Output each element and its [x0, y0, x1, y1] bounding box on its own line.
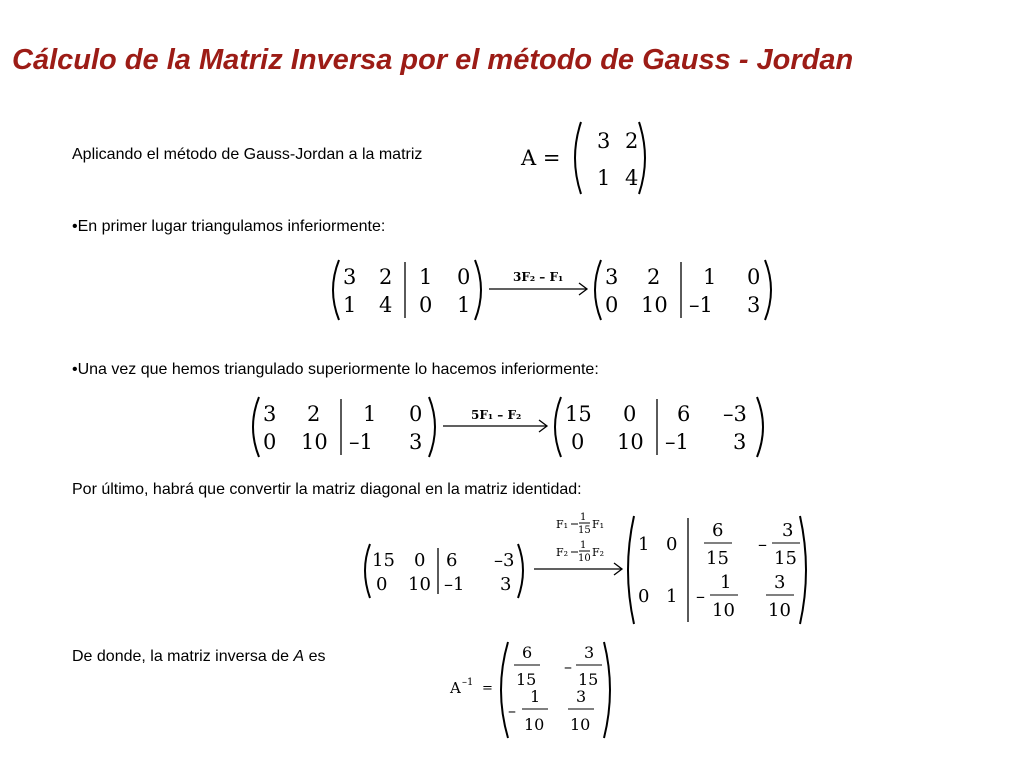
cell: –1 [689, 293, 713, 317]
bracket [595, 260, 601, 320]
cell: –3 [723, 402, 747, 426]
cell: 6 [677, 402, 691, 426]
result-text-after: es [304, 648, 326, 665]
frac-num: 3 [774, 572, 786, 593]
op1-num: 1 [580, 512, 587, 523]
row-operation: 5F₁ – F₂ [471, 408, 522, 422]
minus-sign: – [696, 586, 705, 607]
frac-num: 1 [530, 687, 541, 706]
cell: 10 [408, 574, 431, 595]
bracket [757, 397, 763, 457]
frac-num: 6 [522, 643, 533, 662]
bracket [765, 260, 771, 320]
step1-text: •En primer lugar triangulamos inferiormente: [72, 218, 386, 235]
cell: 10 [617, 430, 644, 454]
frac-num: 3 [782, 520, 794, 541]
op2-den: 10 [578, 553, 591, 564]
cell: 15 [565, 402, 592, 426]
matrix-a-left-bracket [575, 122, 581, 194]
op1-lhs: F₁ [556, 518, 569, 531]
cell: 0 [419, 293, 433, 317]
cell: 3 [409, 430, 423, 454]
cell: 0 [666, 534, 678, 555]
cell: 15 [372, 550, 395, 571]
bracket [429, 397, 435, 457]
cell: 2 [379, 265, 393, 289]
slide-title: Cálculo de la Matriz Inversa por el método de Gauss - Jordan [12, 44, 854, 76]
bracket [365, 544, 370, 598]
minus-sign: – [508, 701, 516, 720]
frac-num: 3 [584, 643, 595, 662]
cell: 0 [457, 265, 471, 289]
cell: 2 [647, 265, 661, 289]
matrix-a-cell: 3 [597, 129, 611, 153]
frac-den: 15 [706, 548, 729, 569]
cell: 0 [605, 293, 619, 317]
bracket [253, 397, 259, 457]
result-text [72, 648, 325, 666]
bracket [800, 516, 806, 624]
cell: 3 [343, 265, 357, 289]
frac-num: 3 [576, 687, 587, 706]
cell: 3 [605, 265, 619, 289]
inverse-label-eq: = [482, 681, 493, 696]
bracket [518, 544, 523, 598]
frac-den: 10 [712, 600, 735, 621]
cell: 0 [747, 265, 761, 289]
cell: 3 [500, 574, 512, 595]
frac-den: 10 [570, 715, 591, 734]
cell: 10 [301, 430, 328, 454]
frac-num: 6 [712, 520, 724, 541]
cell: 3 [263, 402, 277, 426]
cell: 2 [307, 402, 321, 426]
cell: 0 [638, 586, 650, 607]
cell: –1 [665, 430, 689, 454]
bracket [333, 260, 339, 320]
inverse-label: A [450, 679, 461, 697]
cell: 0 [571, 430, 585, 454]
cell: 0 [376, 574, 388, 595]
intro-text: Aplicando el método de Gauss-Jordan a la matriz [72, 146, 423, 163]
cell: 0 [409, 402, 423, 426]
result-text-before: De donde, la matriz inversa de [72, 648, 294, 665]
frac-num: 1 [720, 572, 732, 593]
result-text-var: A [293, 648, 305, 665]
matrix-a-cell: 2 [625, 129, 639, 153]
cell: 1 [666, 586, 678, 607]
bracket [604, 642, 610, 738]
row-operation: 3F₂ – F₁ [513, 270, 564, 284]
matrix-a-cell: 1 [597, 166, 611, 190]
cell: 4 [379, 293, 393, 317]
frac-den: 15 [516, 670, 537, 689]
step1-equation [325, 256, 785, 328]
minus-sign: – [564, 657, 572, 676]
bracket [555, 397, 561, 457]
bracket [475, 260, 481, 320]
bracket [628, 516, 634, 624]
op1-rhs: F₁ [592, 518, 605, 531]
inverse-label-sup: –1 [462, 677, 474, 688]
cell: –1 [349, 430, 373, 454]
minus-sign: – [758, 534, 767, 555]
cell: 1 [703, 265, 717, 289]
matrix-a-cell: 4 [625, 166, 639, 190]
cell: –1 [444, 574, 465, 595]
frac-den: 15 [578, 670, 599, 689]
inverse-matrix [446, 638, 616, 742]
frac-den: 10 [524, 715, 545, 734]
matrix-a-right-bracket [639, 122, 645, 194]
cell: 3 [733, 430, 747, 454]
cell: 1 [457, 293, 471, 317]
matrix-a [515, 118, 655, 200]
cell: 3 [747, 293, 761, 317]
cell: 1 [363, 402, 377, 426]
cell: 1 [419, 265, 433, 289]
op2-rhs: F₂ [592, 546, 605, 559]
cell: 0 [263, 430, 277, 454]
frac-den: 10 [768, 600, 791, 621]
step3-equation [358, 506, 818, 630]
cell: 6 [446, 550, 458, 571]
cell: 0 [414, 550, 426, 571]
matrix-a-label: A = [521, 146, 561, 170]
op1-den: 15 [578, 525, 591, 536]
cell: 10 [641, 293, 668, 317]
step3-text: Por último, habrá que convertir la matriz diagonal en la matriz identidad: [72, 481, 582, 498]
op2-lhs: F₂ [556, 546, 569, 559]
bracket [501, 642, 508, 738]
cell: –3 [494, 550, 515, 571]
cell: 1 [343, 293, 357, 317]
frac-den: 15 [774, 548, 797, 569]
cell: 1 [638, 534, 650, 555]
step2-text: •Una vez que hemos triangulado superiormente lo hacemos inferiormente: [72, 361, 599, 378]
step2-equation [245, 393, 785, 465]
op2-num: 1 [580, 540, 587, 551]
cell: 0 [623, 402, 637, 426]
